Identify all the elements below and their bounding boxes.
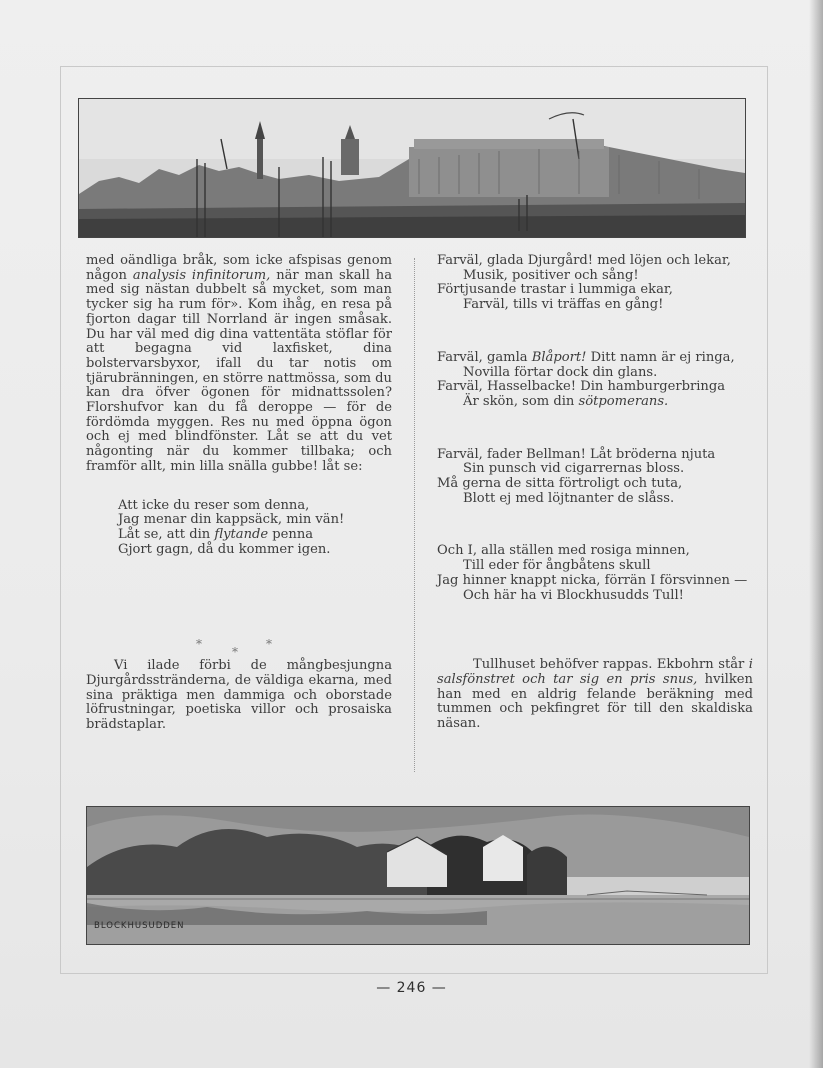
star: * [266, 637, 272, 651]
right-paragraph [437, 658, 753, 732]
verse-line: Jag menar din kappsäck, min vän! [118, 512, 345, 528]
verse-line: Att icke du reser som denna, [118, 497, 310, 513]
left-paragraph-2: Vi ilade förbi de mångbesjungna Djurgårdsstränderna, de väldiga ekarna, med sina präktiga men dammiga och oborstade löfrustningar, poetiska villor och prosaiska brädstaplar. [86, 658, 392, 733]
italic-word: Blåport! [531, 349, 587, 365]
star: * [196, 637, 202, 651]
text-run: Låt se, att din [118, 526, 215, 542]
text-run: med oändliga bråk, som icke afspisas genom någon [86, 253, 392, 283]
left-verse [86, 499, 392, 558]
page-number: — 246 — [376, 980, 447, 996]
column-divider [414, 258, 415, 772]
verse-line: Må gerna de sitta förtroligt och tuta, [437, 476, 683, 492]
verse-line: Blott ej med löjtnanter de slåss. [463, 490, 675, 506]
skyline-drawing [79, 99, 745, 237]
verse-line: Och I, alla ställen med rosiga minnen, [437, 543, 690, 559]
illustration-caption: BLOCKHUSUDDEN [94, 921, 185, 931]
italic-phrase: analysis infinitorum, [132, 267, 271, 283]
verse-line [437, 351, 753, 366]
text-run: Är skön, som din [463, 393, 579, 409]
verse-line: Och här ha vi Blockhusudds Tull! [463, 587, 684, 603]
stanza-2 [437, 351, 753, 410]
right-column [437, 254, 753, 732]
verse-line: Förtjusande trastar i lummiga ekar, [437, 282, 673, 298]
star: * [232, 645, 238, 659]
left-paragraph-1 [86, 254, 392, 475]
text-run: hvilken han med en aldrig felande beräkning med tummen och pekfingret för till den skaldiska näsan. [437, 671, 753, 732]
italic-phrase: i salsfönstret och tar sig en pris snus, [437, 657, 753, 687]
verse-line: Farväl, glada Djurgård! med löjen och lekar, [437, 253, 731, 268]
verse-line: Gjort gagn, då du kommer igen. [118, 541, 331, 557]
verse-line: Farväl, Hasselbacke! Din hamburgerbringa [437, 379, 726, 395]
harbor-skyline-illustration [78, 98, 746, 238]
verse-line [118, 528, 392, 543]
verse-line: Farväl, fader Bellman! Låt bröderna njuta [437, 446, 716, 462]
italic-word: flytande [214, 526, 269, 542]
verse-line: Novilla förtar dock din glans. [463, 364, 658, 380]
verse-line: Till eder för ångbåtens skull [463, 558, 651, 574]
verse-line: Jag hinner knappt nicka, förrän I försvinnen — [437, 572, 748, 588]
left-column [86, 254, 392, 733]
italic-word: sötpomerans. [578, 393, 669, 409]
text-run: Farväl, gamla [437, 349, 532, 365]
verse-line: Sin punsch vid cigarrernas bloss. [463, 461, 685, 477]
stanza-1 [437, 254, 753, 313]
text-run: penna [268, 526, 314, 542]
text-run: Ditt namn är ej ringa, [586, 349, 735, 365]
text-run: när man skall ha med sig nästan dubbelt så mycket, som man tycker sig ha rum för». Kom ihåg, en resa på fjorton dagar till Norrland är ingen småsak. Du har väl med dig dina vattentäta stöflar för att begagna vid laxfisket, dina bolstervarsbyxor, ifall du tar notis om tjärubränningen, en större nattmössa, som du kan dra öfver ögonen för midnattssolen? Florshufvor kan du få deroppe — för de fördömda myggen. Res nu med öppna ögon och ej med blindfönster. Låt se att du vet någonting när du kommer tillbaka; och framför allt, min lilla snälla gubbe! låt se: [86, 267, 392, 474]
verse-line: Farväl, tills vi träffas en gång! [463, 297, 664, 313]
section-break-stars [190, 637, 280, 661]
verse-line: Musik, positiver och sång! [463, 267, 639, 283]
text-run: Tullhuset behöfver rappas. Ekbohrn står [473, 657, 749, 673]
landscape-drawing [87, 807, 749, 944]
stanza-3 [437, 448, 753, 507]
stanza-4 [437, 544, 753, 603]
verse-line [437, 395, 753, 410]
blockhusudden-illustration [86, 806, 750, 945]
